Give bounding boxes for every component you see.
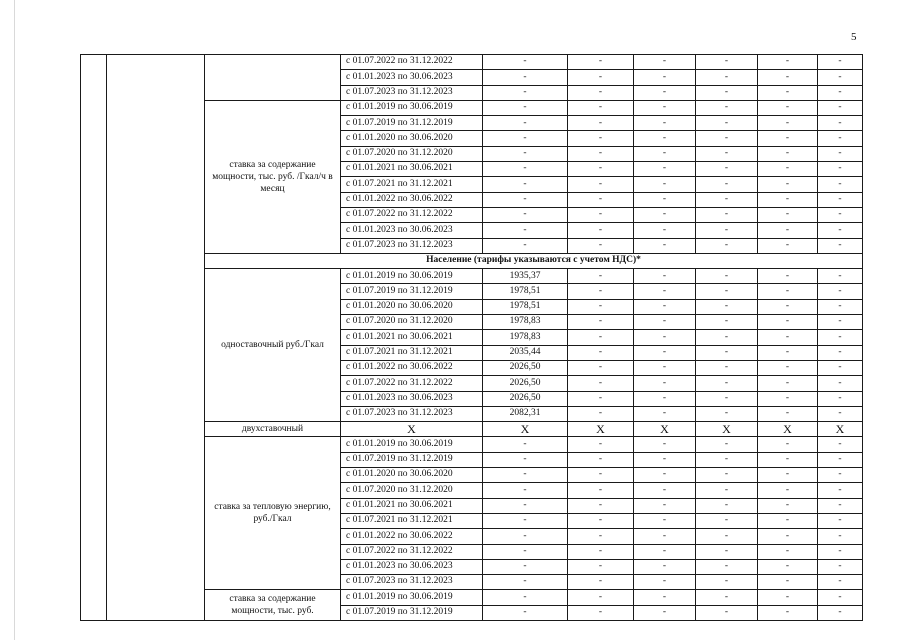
- tariff-value-cell: -: [758, 55, 818, 70]
- tariff-value-cell: -: [696, 391, 758, 406]
- tariff-value-cell: 1978,83: [483, 330, 568, 345]
- period-cell: с 01.01.2020 по 30.06.2020: [341, 299, 483, 314]
- period-cell: с 01.07.2020 по 31.12.2020: [341, 315, 483, 330]
- tariff-value-cell: -: [568, 544, 634, 559]
- tariff-value-cell: -: [634, 116, 696, 131]
- tariff-value-cell: -: [568, 162, 634, 177]
- rate-type-label: [205, 55, 341, 101]
- tariff-value-cell: -: [758, 131, 818, 146]
- period-cell: с 01.01.2021 по 30.06.2021: [341, 498, 483, 513]
- tariff-value-cell: -: [696, 131, 758, 146]
- tariff-value-cell: 1935,37: [483, 269, 568, 284]
- tariff-value-cell: -: [634, 238, 696, 253]
- tariff-value-cell: -: [818, 498, 863, 513]
- tariff-value-cell: -: [634, 544, 696, 559]
- period-cell: с 01.07.2019 по 31.12.2019: [341, 284, 483, 299]
- period-cell: с 01.07.2021 по 31.12.2021: [341, 513, 483, 528]
- rate-type-label: одноставочный руб./Гкал: [205, 269, 341, 422]
- tariff-value-cell: -: [818, 590, 863, 605]
- tariff-value-cell: -: [818, 177, 863, 192]
- tariff-value-cell: -: [758, 483, 818, 498]
- tariff-value-cell: X: [758, 422, 818, 437]
- tariff-value-cell: -: [758, 452, 818, 467]
- tariff-value-cell: -: [696, 177, 758, 192]
- tariff-value-cell: -: [758, 330, 818, 345]
- tariff-value-cell: -: [568, 376, 634, 391]
- period-cell: с 01.01.2019 по 30.06.2019: [341, 437, 483, 452]
- tariff-value-cell: -: [483, 55, 568, 70]
- tariff-value-cell: -: [696, 345, 758, 360]
- tariff-value-cell: -: [568, 192, 634, 207]
- period-cell: с 01.07.2020 по 31.12.2020: [341, 146, 483, 161]
- tariff-value-cell: 1978,51: [483, 284, 568, 299]
- tariff-value-cell: -: [696, 116, 758, 131]
- tariff-value-cell: -: [568, 529, 634, 544]
- tariff-value-cell: -: [634, 559, 696, 574]
- period-cell: с 01.01.2021 по 30.06.2021: [341, 330, 483, 345]
- tariff-value-cell: -: [483, 162, 568, 177]
- tariff-value-cell: 1978,83: [483, 315, 568, 330]
- tariff-value-cell: -: [634, 299, 696, 314]
- tariff-value-cell: -: [818, 529, 863, 544]
- period-cell: с 01.07.2019 по 31.12.2019: [341, 116, 483, 131]
- index-column-cell: [81, 55, 107, 621]
- tariff-value-cell: -: [568, 575, 634, 590]
- table-body: [81, 55, 863, 621]
- tariff-value-cell: -: [634, 177, 696, 192]
- tariff-value-cell: 1978,51: [483, 299, 568, 314]
- tariff-value-cell: -: [758, 100, 818, 115]
- tariff-value-cell: -: [758, 192, 818, 207]
- section-header-text: Население (тарифы указываются с учетом НДС)*: [205, 253, 863, 268]
- tariff-value-cell: -: [758, 468, 818, 483]
- tariff-value-cell: -: [818, 55, 863, 70]
- tariff-value-cell: -: [758, 605, 818, 620]
- tariff-value-cell: -: [696, 207, 758, 222]
- tariff-value-cell: -: [758, 590, 818, 605]
- tariff-value-cell: -: [634, 452, 696, 467]
- period-cell: с 01.01.2023 по 30.06.2023: [341, 223, 483, 238]
- rate-type-label: ставка за содержание мощности, тыс. руб. /Гкал/ч в месяц: [205, 100, 341, 253]
- tariff-value-cell: -: [696, 315, 758, 330]
- period-cell: с 01.01.2023 по 30.06.2023: [341, 559, 483, 574]
- period-cell: X: [341, 422, 483, 437]
- tariff-value-cell: -: [634, 376, 696, 391]
- tariff-value-cell: -: [568, 360, 634, 375]
- tariff-value-cell: -: [758, 269, 818, 284]
- tariff-value-cell: -: [818, 360, 863, 375]
- tariff-value-cell: -: [696, 605, 758, 620]
- tariff-value-cell: -: [696, 468, 758, 483]
- tariff-value-cell: X: [696, 422, 758, 437]
- tariff-value-cell: -: [568, 55, 634, 70]
- tariff-value-cell: -: [634, 269, 696, 284]
- tariff-value-cell: -: [818, 207, 863, 222]
- tariff-value-cell: -: [634, 575, 696, 590]
- tariff-value-cell: -: [696, 269, 758, 284]
- tariff-value-cell: -: [634, 223, 696, 238]
- period-cell: с 01.07.2020 по 31.12.2020: [341, 483, 483, 498]
- tariff-value-cell: -: [696, 575, 758, 590]
- tariff-value-cell: -: [568, 85, 634, 100]
- page-margin-rule: [14, 0, 15, 640]
- tariff-value-cell: -: [696, 544, 758, 559]
- tariff-value-cell: X: [818, 422, 863, 437]
- period-cell: с 01.07.2023 по 31.12.2023: [341, 575, 483, 590]
- tariff-value-cell: -: [568, 116, 634, 131]
- tariff-value-cell: -: [634, 437, 696, 452]
- tariff-value-cell: -: [818, 483, 863, 498]
- period-cell: с 01.01.2020 по 30.06.2020: [341, 131, 483, 146]
- tariff-value-cell: -: [818, 299, 863, 314]
- period-cell: с 01.01.2019 по 30.06.2019: [341, 269, 483, 284]
- tariff-value-cell: -: [483, 116, 568, 131]
- tariff-value-cell: -: [568, 559, 634, 574]
- tariff-value-cell: -: [696, 85, 758, 100]
- tariff-value-cell: -: [483, 207, 568, 222]
- tariff-value-cell: -: [696, 146, 758, 161]
- tariff-value-cell: -: [696, 406, 758, 421]
- tariff-value-cell: -: [696, 559, 758, 574]
- tariff-value-cell: -: [483, 100, 568, 115]
- period-cell: с 01.07.2021 по 31.12.2021: [341, 177, 483, 192]
- tariff-value-cell: -: [818, 315, 863, 330]
- period-cell: с 01.07.2023 по 31.12.2023: [341, 406, 483, 421]
- tariff-value-cell: -: [568, 406, 634, 421]
- tariff-value-cell: -: [758, 162, 818, 177]
- period-cell: с 01.01.2021 по 30.06.2021: [341, 162, 483, 177]
- tariff-value-cell: -: [818, 559, 863, 574]
- tariff-value-cell: -: [483, 437, 568, 452]
- tariff-value-cell: -: [818, 284, 863, 299]
- tariff-value-cell: -: [696, 299, 758, 314]
- tariff-value-cell: -: [696, 330, 758, 345]
- tariff-value-cell: X: [634, 422, 696, 437]
- tariff-value-cell: -: [634, 360, 696, 375]
- tariff-value-cell: -: [483, 605, 568, 620]
- tariff-value-cell: -: [634, 315, 696, 330]
- tariff-value-cell: -: [696, 483, 758, 498]
- tariff-value-cell: -: [634, 70, 696, 85]
- tariff-value-cell: -: [634, 468, 696, 483]
- tariff-value-cell: -: [483, 544, 568, 559]
- tariff-value-cell: -: [483, 146, 568, 161]
- tariff-value-cell: -: [758, 575, 818, 590]
- tariff-value-cell: -: [696, 223, 758, 238]
- tariff-value-cell: -: [568, 452, 634, 467]
- tariff-value-cell: -: [758, 529, 818, 544]
- tariff-value-cell: -: [818, 513, 863, 528]
- tariff-value-cell: -: [568, 146, 634, 161]
- tariff-value-cell: -: [568, 468, 634, 483]
- tariff-value-cell: -: [696, 238, 758, 253]
- tariff-value-cell: -: [696, 376, 758, 391]
- tariff-value-cell: -: [818, 192, 863, 207]
- tariff-value-cell: -: [634, 590, 696, 605]
- tariff-value-cell: -: [758, 223, 818, 238]
- tariff-value-cell: -: [758, 177, 818, 192]
- tariff-value-cell: -: [634, 605, 696, 620]
- tariff-value-cell: -: [818, 100, 863, 115]
- tariff-value-cell: -: [483, 513, 568, 528]
- tariff-value-cell: -: [634, 498, 696, 513]
- tariff-value-cell: -: [568, 284, 634, 299]
- tariff-value-cell: -: [818, 70, 863, 85]
- tariff-value-cell: -: [818, 146, 863, 161]
- tariff-value-cell: -: [634, 100, 696, 115]
- tariff-value-cell: -: [758, 544, 818, 559]
- period-cell: с 01.01.2022 по 30.06.2022: [341, 360, 483, 375]
- tariff-value-cell: -: [634, 330, 696, 345]
- tariff-value-cell: -: [818, 575, 863, 590]
- tariff-value-cell: -: [483, 483, 568, 498]
- tariff-value-cell: -: [818, 131, 863, 146]
- tariff-value-cell: -: [483, 590, 568, 605]
- tariff-value-cell: -: [696, 452, 758, 467]
- category-column-cell: [107, 55, 205, 621]
- tariff-value-cell: -: [568, 513, 634, 528]
- tariff-value-cell: -: [818, 468, 863, 483]
- tariff-value-cell: -: [568, 223, 634, 238]
- tariff-value-cell: -: [758, 146, 818, 161]
- tariff-value-cell: -: [568, 345, 634, 360]
- tariff-value-cell: -: [818, 544, 863, 559]
- tariff-value-cell: 2026,50: [483, 360, 568, 375]
- tariff-value-cell: -: [818, 406, 863, 421]
- tariff-value-cell: -: [483, 70, 568, 85]
- tariff-value-cell: -: [758, 284, 818, 299]
- tariff-value-cell: -: [758, 513, 818, 528]
- tariff-value-cell: -: [568, 177, 634, 192]
- tariff-value-cell: -: [758, 315, 818, 330]
- rate-type-label: ставка за содержание мощности, тыс. руб.: [205, 590, 341, 621]
- tariff-value-cell: -: [483, 177, 568, 192]
- tariff-value-cell: -: [818, 391, 863, 406]
- tariff-value-cell: -: [568, 299, 634, 314]
- tariff-value-cell: -: [758, 207, 818, 222]
- tariff-value-cell: -: [634, 513, 696, 528]
- tariff-value-cell: -: [483, 498, 568, 513]
- tariff-value-cell: -: [696, 55, 758, 70]
- table-row: [81, 55, 863, 70]
- tariff-value-cell: -: [634, 406, 696, 421]
- tariff-value-cell: -: [696, 100, 758, 115]
- tariff-value-cell: -: [483, 223, 568, 238]
- tariff-value-cell: -: [568, 207, 634, 222]
- period-cell: с 01.07.2022 по 31.12.2022: [341, 55, 483, 70]
- tariff-value-cell: -: [818, 330, 863, 345]
- tariff-value-cell: -: [758, 238, 818, 253]
- tariff-value-cell: -: [568, 315, 634, 330]
- tariff-value-cell: -: [818, 116, 863, 131]
- rate-type-label: двухставочный: [205, 422, 341, 437]
- tariff-value-cell: -: [696, 513, 758, 528]
- tariff-value-cell: -: [483, 192, 568, 207]
- tariff-value-cell: -: [818, 223, 863, 238]
- tariff-value-cell: -: [568, 437, 634, 452]
- tariff-value-cell: -: [758, 85, 818, 100]
- tariff-value-cell: -: [758, 345, 818, 360]
- tariff-value-cell: -: [696, 192, 758, 207]
- tariff-value-cell: -: [696, 498, 758, 513]
- period-cell: с 01.01.2023 по 30.06.2023: [341, 70, 483, 85]
- tariff-value-cell: -: [758, 116, 818, 131]
- tariff-value-cell: -: [818, 376, 863, 391]
- period-cell: с 01.01.2023 по 30.06.2023: [341, 391, 483, 406]
- tariff-table: [80, 54, 863, 621]
- tariff-value-cell: -: [634, 529, 696, 544]
- tariff-value-cell: -: [568, 100, 634, 115]
- tariff-value-cell: -: [483, 452, 568, 467]
- tariff-value-cell: -: [568, 238, 634, 253]
- tariff-value-cell: -: [696, 529, 758, 544]
- tariff-value-cell: -: [758, 437, 818, 452]
- period-cell: с 01.07.2022 по 31.12.2022: [341, 544, 483, 559]
- tariff-value-cell: -: [634, 162, 696, 177]
- tariff-value-cell: -: [568, 391, 634, 406]
- tariff-value-cell: -: [483, 559, 568, 574]
- period-cell: с 01.01.2022 по 30.06.2022: [341, 192, 483, 207]
- tariff-value-cell: -: [818, 238, 863, 253]
- tariff-value-cell: -: [758, 391, 818, 406]
- tariff-value-cell: -: [758, 498, 818, 513]
- tariff-value-cell: -: [818, 85, 863, 100]
- period-cell: с 01.07.2023 по 31.12.2023: [341, 85, 483, 100]
- rate-type-label: ставка за тепловую энергию, руб./Гкал: [205, 437, 341, 590]
- tariff-value-cell: -: [696, 360, 758, 375]
- tariff-value-cell: -: [634, 131, 696, 146]
- period-cell: с 01.07.2019 по 31.12.2019: [341, 452, 483, 467]
- tariff-value-cell: -: [818, 269, 863, 284]
- tariff-value-cell: -: [483, 529, 568, 544]
- tariff-value-cell: 2082,31: [483, 406, 568, 421]
- tariff-value-cell: -: [634, 207, 696, 222]
- tariff-value-cell: -: [818, 437, 863, 452]
- tariff-value-cell: -: [568, 70, 634, 85]
- tariff-value-cell: -: [758, 559, 818, 574]
- tariff-value-cell: X: [568, 422, 634, 437]
- period-cell: с 01.01.2019 по 30.06.2019: [341, 100, 483, 115]
- period-cell: с 01.01.2019 по 30.06.2019: [341, 590, 483, 605]
- tariff-value-cell: -: [634, 391, 696, 406]
- period-cell: с 01.01.2020 по 30.06.2020: [341, 468, 483, 483]
- tariff-value-cell: -: [483, 468, 568, 483]
- tariff-value-cell: 2026,50: [483, 391, 568, 406]
- tariff-value-cell: -: [483, 85, 568, 100]
- tariff-value-cell: -: [758, 376, 818, 391]
- tariff-value-cell: -: [696, 437, 758, 452]
- tariff-value-cell: -: [758, 299, 818, 314]
- tariff-value-cell: -: [758, 70, 818, 85]
- tariff-value-cell: -: [696, 590, 758, 605]
- tariff-value-cell: -: [818, 345, 863, 360]
- tariff-value-cell: -: [818, 452, 863, 467]
- period-cell: с 01.07.2022 по 31.12.2022: [341, 207, 483, 222]
- tariff-value-cell: -: [483, 131, 568, 146]
- period-cell: с 01.07.2023 по 31.12.2023: [341, 238, 483, 253]
- tariff-value-cell: 2035,44: [483, 345, 568, 360]
- tariff-value-cell: -: [634, 192, 696, 207]
- tariff-value-cell: -: [696, 70, 758, 85]
- tariff-value-cell: -: [568, 483, 634, 498]
- period-cell: с 01.07.2022 по 31.12.2022: [341, 376, 483, 391]
- tariff-value-cell: -: [568, 131, 634, 146]
- tariff-value-cell: -: [568, 330, 634, 345]
- tariff-value-cell: 2026,50: [483, 376, 568, 391]
- period-cell: с 01.07.2021 по 31.12.2021: [341, 345, 483, 360]
- tariff-value-cell: -: [634, 284, 696, 299]
- tariff-value-cell: -: [568, 590, 634, 605]
- tariff-value-cell: -: [483, 575, 568, 590]
- period-cell: с 01.01.2022 по 30.06.2022: [341, 529, 483, 544]
- page-number: 5: [851, 31, 857, 43]
- tariff-value-cell: -: [634, 345, 696, 360]
- tariff-value-cell: -: [568, 498, 634, 513]
- tariff-value-cell: -: [568, 605, 634, 620]
- tariff-value-cell: -: [758, 360, 818, 375]
- tariff-value-cell: -: [696, 284, 758, 299]
- tariff-value-cell: -: [634, 55, 696, 70]
- tariff-value-cell: -: [634, 483, 696, 498]
- tariff-value-cell: -: [483, 238, 568, 253]
- tariff-value-cell: -: [818, 605, 863, 620]
- tariff-value-cell: -: [634, 85, 696, 100]
- tariff-value-cell: -: [568, 269, 634, 284]
- tariff-value-cell: -: [696, 162, 758, 177]
- tariff-value-cell: -: [758, 406, 818, 421]
- tariff-value-cell: -: [818, 162, 863, 177]
- period-cell: с 01.07.2019 по 31.12.2019: [341, 605, 483, 620]
- tariff-value-cell: X: [483, 422, 568, 437]
- tariff-value-cell: -: [634, 146, 696, 161]
